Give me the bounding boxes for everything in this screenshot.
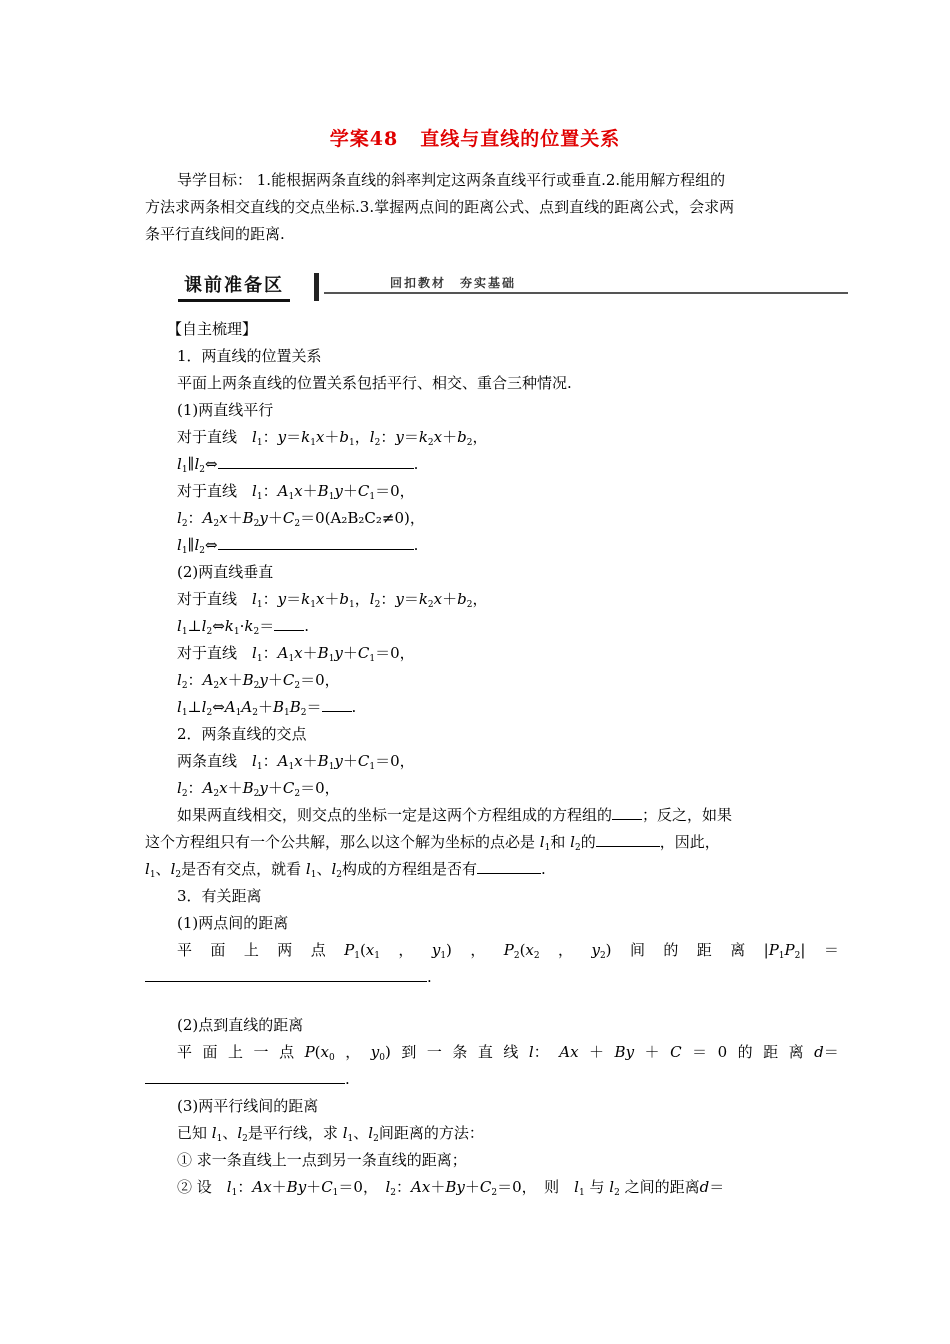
- parallel-slope-condition: $l_1\parallel l_2\Leftrightarrow$ .: [177, 455, 419, 475]
- answer-blank[interactable]: [274, 616, 304, 631]
- perpendicular-slope-condition: $l_1\perp l_2\Leftrightarrow k_1\cdot k_2=$ .: [177, 617, 310, 637]
- title-number: 学案48: [329, 128, 399, 150]
- formula-slope-lines-2: 对于直线 $l_1$：$y=k_1x+b_1$，$l_2$：$y=k_2x+b_2$，: [177, 590, 488, 610]
- method-1: ① 求一条直线上一点到另一条直线的距离；: [177, 1151, 467, 1169]
- answer-blank[interactable]: [612, 805, 642, 820]
- section-banner: [178, 273, 848, 303]
- heading-3-1: (1)两点间的距离: [177, 914, 289, 932]
- banner-rule: [324, 292, 848, 294]
- heading-1-2: (2)两直线垂直: [177, 563, 274, 581]
- answer-blank[interactable]: [218, 535, 414, 550]
- answer-blank[interactable]: [218, 454, 414, 469]
- parallel-general-condition: $l_1\parallel l_2\Leftrightarrow$ .: [177, 536, 419, 556]
- formula-general-line-2: $l_2$：$A_2x+B_2y+C_2=0(A_2B_2C_2\ne 0)$，: [177, 509, 425, 529]
- heading-2: 2．两条直线的交点: [177, 725, 307, 743]
- method-2: ② 设 $l_1$：$Ax+By+C_1=0$， $l_2$：$Ax+By+C_2=0$， 则 $l_1$ 与 $l_2$ 之间的距离d＝: [177, 1178, 725, 1198]
- heading-1: 1．两直线的位置关系: [177, 347, 322, 365]
- parallel-distance-intro: 已知 $l_1$、$l_2$是平行线，求 $l_1$、$l_2$间距离的方法：: [177, 1124, 484, 1144]
- perpendicular-general-condition: $l_1\perp l_2\Leftrightarrow A_1A_2+B_1B_2=$ .: [177, 698, 357, 718]
- self-review-heading: 【自主梳理】: [167, 320, 258, 338]
- heading-1-1: (1)两直线平行: [177, 401, 274, 419]
- answer-blank[interactable]: [145, 967, 427, 982]
- intro-line-3: 条平行直线间的距离.: [145, 225, 285, 243]
- formula-intersect-line-2: $l_2$：$A_2x+B_2y+C_2=0$，: [177, 779, 340, 799]
- answer-blank[interactable]: [145, 1069, 345, 1084]
- formula-slope-lines: 对于直线 $l_1$：$y=k_1x+b_1$，$l_2$：$y=k_2x+b_2$，: [177, 428, 488, 448]
- formula-intersect-line-1: 两条直线 $l_1$：$A_1x+B_1y+C_1=0$，: [177, 752, 415, 772]
- page-title: [0, 124, 950, 151]
- paragraph-2-line-3: $l_1$、$l_2$是否有交点，就看 $l_1$、$l_2$构成的方程组是否有 .: [145, 860, 546, 880]
- answer-blank[interactable]: [322, 697, 352, 712]
- paragraph-1: 平面上两条直线的位置关系包括平行、相交、重合三种情况.: [177, 374, 572, 392]
- banner-subtitle: 回扣教材 夯实基础: [390, 276, 517, 290]
- formula-general-line-1: 对于直线 $l_1$：$A_1x+B_1y+C_1=0$，: [177, 482, 415, 502]
- distance-point-line-answer: .: [145, 1066, 810, 1092]
- answer-blank[interactable]: [596, 832, 660, 847]
- intro-line-1: 导学目标： 1.能根据两条直线的斜率判定这两条直线平行或垂直.2.能用解方程组的: [177, 171, 726, 189]
- distance-two-points: 平 面 上 两 点 $P_1(x_1$ ， $y_1$) ， $P_2(x_2$ ， $y_2$) 间 的 距 离 $|P_1P_2|$ ＝: [177, 941, 839, 961]
- paragraph-2-line-2: 这个方程组只有一个公共解，那么以这个解为坐标的点必是 $l_1$和 $l_2$的 ，因此，: [145, 833, 720, 853]
- distance-point-line: 平 面 上 一 点 $P(x_0$ ， $y_0$) 到 一 条 直 线 l： Ax ＋ By ＋ C ＝ 0 的 距 离 d＝: [177, 1043, 839, 1063]
- formula-general-line-4: $l_2$：$A_2x+B_2y+C_2=0$，: [177, 671, 340, 691]
- banner-label: 课前准备区: [178, 273, 290, 302]
- formula-general-line-3: 对于直线 $l_1$：$A_1x+B_1y+C_1=0$，: [177, 644, 415, 664]
- heading-3-3: (3)两平行线间的距离: [177, 1097, 319, 1115]
- answer-blank[interactable]: [477, 859, 541, 874]
- intro-line-2: 方法求两条相交直线的交点坐标.3.掌握两点间的距离公式、点到直线的距离公式，会求两: [145, 198, 735, 216]
- heading-3: 3．有关距离: [177, 887, 262, 905]
- paragraph-2-line-1: 如果两直线相交，则交点的坐标一定是这两个方程组成的方程组的 ；反之，如果: [177, 806, 733, 824]
- title-text: 直线与直线的位置关系: [420, 128, 621, 150]
- banner-bar: [314, 273, 319, 301]
- heading-3-2: (2)点到直线的距离: [177, 1016, 304, 1034]
- distance-two-points-answer: .: [145, 964, 810, 990]
